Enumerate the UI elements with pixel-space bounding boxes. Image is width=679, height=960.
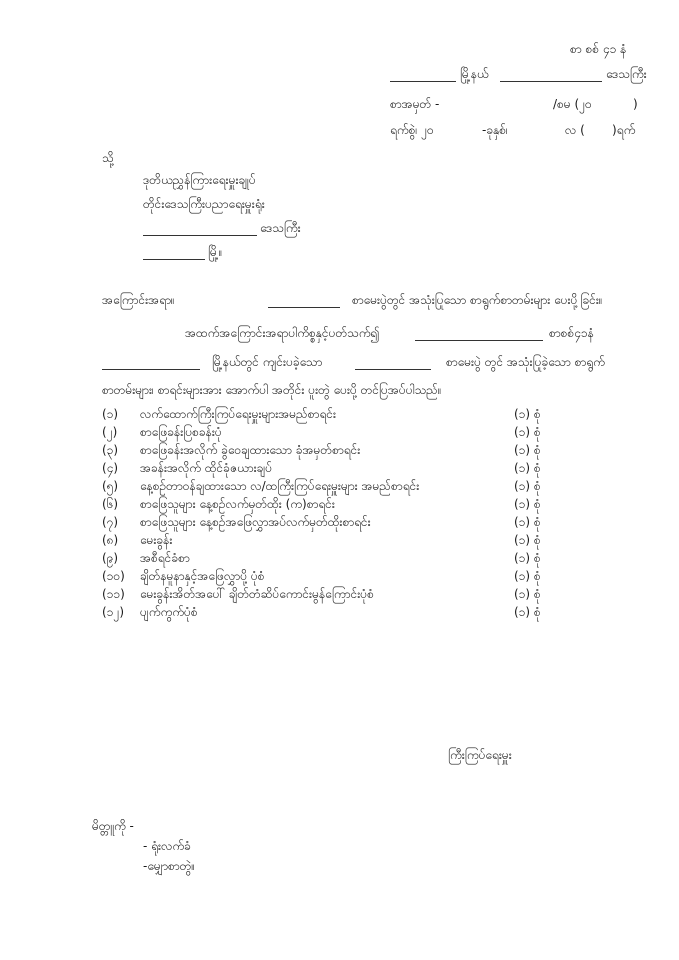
blank-line (500, 70, 602, 86)
body-para1-ref: စာစစ်၄၁နံ (549, 326, 594, 340)
body-para2-a: မြို့နယ်တွင် ကျင်းပခဲ့သော (212, 355, 323, 369)
letter-number-label: စာအမှတ် - (390, 97, 440, 111)
body-para1-start: အထက်အကြောင်းအရာပါကိစ္စနှင့်ပတ်သက်၍ (185, 326, 380, 340)
blank-line (143, 224, 257, 240)
copy-to-line2: -မျှောစာတွဲ။ (143, 859, 196, 873)
form-code: စာ စစ် ၄၁ နံ (570, 42, 627, 56)
township-label: မြို့နယ် (460, 67, 489, 81)
to-label: သို့ (102, 151, 114, 165)
blank-line (102, 358, 200, 374)
blank-line (355, 358, 431, 374)
recipient-line2: တိုင်းဒေသကြီးပညာရေးမှူးရုံး (143, 197, 265, 211)
date-day: )ရက် (612, 123, 636, 137)
subject-text: စာမေးပွဲတွင် အသုံးပြုသော စာရွက်စာတမ်းများ ပေးပို့ခြင်း။ (352, 293, 603, 307)
date-month: လ ( (565, 123, 585, 137)
blank-line (390, 70, 456, 86)
body-para3: စာတမ်းများ၊ စာရင်းများအား အောက်ပါ အတိုင်း ပူးတွဲ ပေးပို့ တင်ပြအပ်ပါသည်။ (102, 383, 442, 397)
date-year-suffix: -ခုနှစ်၊ (482, 123, 508, 137)
region-label: ဒေသကြီး (606, 67, 647, 81)
date-prefix: ရက်စွဲ၊ ၂၀ (390, 123, 434, 137)
signature-title: ကြီးကြပ်ရေးမှူး (448, 748, 512, 762)
subject-label: အကြောင်းအရာ။ (102, 293, 175, 307)
recipient-line3: ဒေသကြီး (260, 221, 301, 235)
blank-line (143, 248, 205, 264)
recipient-line1: ဒုတိယညွှန်ကြားရေးမှူးချုပ် (143, 173, 256, 187)
body-para2-b: စာမေးပွဲ တွင် အသုံးပြုခဲ့သော စာရွက် (446, 355, 605, 369)
copy-to-label: မိတ္တူကို - (92, 819, 134, 833)
blank-line (415, 329, 543, 345)
letter-number-ref: /စမ (၂၀ (553, 97, 592, 111)
blank-line (268, 296, 340, 312)
recipient-line4: မြို့။ (208, 245, 223, 259)
copy-to-line1: - ရုံးလက်ခံ (143, 839, 191, 853)
letter-number-close: ) (633, 97, 638, 111)
